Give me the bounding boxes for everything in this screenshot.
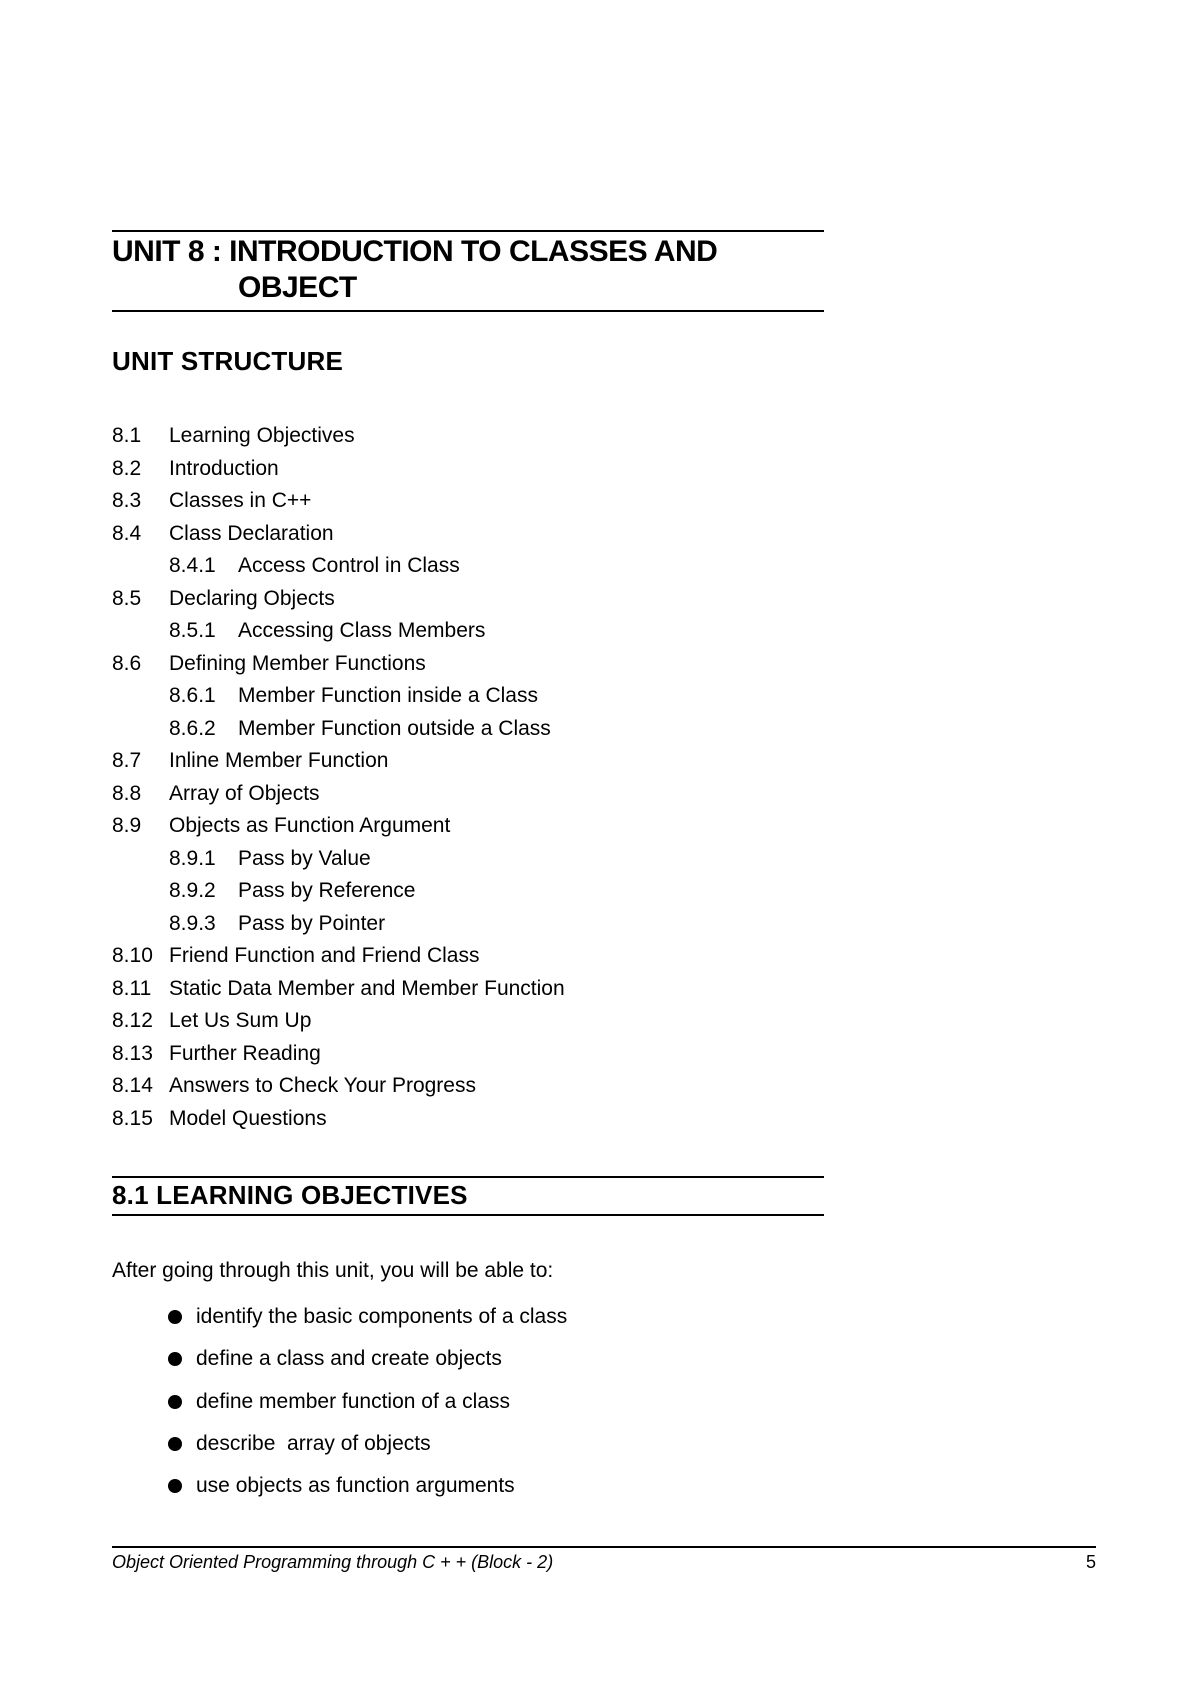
- unit-title-line1: UNIT 8 : INTRODUCTION TO CLASSES AND: [112, 235, 718, 268]
- toc-item-label: Learning Objectives: [169, 424, 355, 447]
- toc-item-label: Pass by Reference: [238, 879, 416, 902]
- toc-item-number: 8.5: [112, 586, 142, 610]
- objectives-list: [168, 1296, 567, 1507]
- toc-item-label: Array of Objects: [169, 781, 320, 805]
- toc-item: [112, 420, 832, 453]
- toc-item-label: Classes in C++: [169, 489, 312, 512]
- toc-item-number: 8.2: [112, 456, 142, 480]
- bullet-icon: [168, 1310, 182, 1324]
- toc-subitem: [112, 875, 832, 908]
- toc-subitem: [112, 908, 832, 941]
- toc-item-label: Let Us Sum Up: [169, 1009, 312, 1032]
- toc-item-label: Pass by Value: [238, 846, 371, 870]
- toc-item-number: 8.5.1: [169, 619, 216, 642]
- toc-item-label: Declaring Objects: [169, 586, 335, 610]
- page-number: 5: [1085, 1552, 1096, 1572]
- objectives-bottom-rule: [112, 1214, 824, 1216]
- objective-item: [168, 1296, 567, 1338]
- toc-item-label: Friend Function and Friend Class: [169, 944, 480, 967]
- objective-item: [168, 1465, 567, 1507]
- toc-item-number: 8.1: [112, 424, 142, 447]
- toc-subitem: [112, 843, 832, 876]
- toc-subitem: [112, 713, 832, 746]
- objective-item: [168, 1423, 567, 1465]
- toc-item-number: 8.9.2: [169, 879, 216, 902]
- toc-item-number: 8.6.1: [169, 684, 216, 707]
- title-top-rule: [112, 230, 824, 232]
- toc-item-label: Defining Member Functions: [169, 651, 426, 675]
- toc-item-label: Accessing Class Members: [238, 619, 486, 642]
- toc-item-label: Class Declaration: [169, 521, 334, 545]
- toc-item: [112, 518, 832, 551]
- toc-item-label: Pass by Pointer: [238, 911, 386, 935]
- toc-item-label: Member Function inside a Class: [238, 684, 538, 707]
- toc-item: [112, 1070, 832, 1103]
- toc-item-number: 8.3: [112, 489, 142, 512]
- toc-item-number: 8.12: [112, 1009, 153, 1032]
- toc-item: [112, 453, 832, 486]
- toc-item-number: 8.10: [112, 944, 153, 967]
- toc-item-number: 8.6.2: [169, 716, 216, 740]
- toc-item-number: 8.6: [112, 651, 142, 675]
- footer-rule: [112, 1546, 1096, 1548]
- toc-item-number: 8.9.3: [169, 911, 216, 935]
- toc-item-number: 8.8: [112, 781, 142, 805]
- bullet-icon: [168, 1479, 182, 1493]
- learning-objectives-heading: 8.1 LEARNING OBJECTIVES: [112, 1180, 468, 1210]
- toc-item: [112, 1005, 832, 1038]
- objective-text: define member function of a class: [196, 1389, 510, 1413]
- unit-title-line2: OBJECT: [238, 271, 357, 304]
- toc-item: [112, 583, 832, 616]
- objective-text: define a class and create objects: [196, 1347, 502, 1371]
- toc-item-number: 8.9: [112, 814, 142, 837]
- title-bottom-rule: [112, 310, 824, 312]
- objective-text: use objects as function arguments: [196, 1474, 515, 1498]
- unit-title: [112, 234, 824, 306]
- toc-item: [112, 1103, 832, 1136]
- toc-item-label: Static Data Member and Member Function: [169, 976, 565, 1000]
- bullet-icon: [168, 1352, 182, 1366]
- toc-item: [112, 648, 832, 681]
- toc-item-number: 8.9.1: [169, 846, 216, 870]
- toc-item-number: 8.4: [112, 521, 142, 545]
- toc-item-number: 8.13: [112, 1041, 153, 1065]
- objective-text: identify the basic components of a class: [196, 1305, 568, 1328]
- bullet-icon: [168, 1437, 182, 1451]
- objective-item: [168, 1338, 567, 1380]
- toc-item-number: 8.4.1: [169, 554, 216, 577]
- objectives-intro: After going through this unit, you will be able to:: [112, 1259, 554, 1282]
- toc-subitem: [112, 615, 832, 648]
- toc-item: [112, 940, 832, 973]
- toc-item-number: 8.14: [112, 1074, 153, 1097]
- toc-item-label: Objects as Function Argument: [169, 814, 451, 837]
- unit-structure-list: [112, 420, 832, 1135]
- toc-item: [112, 778, 832, 811]
- toc-item: [112, 973, 832, 1006]
- toc-subitem: [112, 550, 832, 583]
- toc-item-number: 8.7: [112, 749, 142, 772]
- toc-subitem: [112, 680, 832, 713]
- toc-item-number: 8.11: [112, 976, 152, 1000]
- toc-item: [112, 485, 832, 518]
- toc-item-label: Introduction: [169, 456, 279, 480]
- toc-item-label: Access Control in Class: [238, 554, 460, 577]
- footer-title: Object Oriented Programming through C + + (Block - 2): [112, 1552, 554, 1572]
- toc-item: [112, 745, 832, 778]
- objective-text: describe array of objects: [196, 1431, 431, 1455]
- toc-item-label: Answers to Check Your Progress: [169, 1074, 476, 1097]
- unit-structure-heading: UNIT STRUCTURE: [112, 346, 344, 376]
- bullet-icon: [168, 1395, 182, 1409]
- toc-item-label: Member Function outside a Class: [238, 716, 551, 740]
- toc-item-label: Further Reading: [169, 1041, 321, 1065]
- toc-item: [112, 1038, 832, 1071]
- objective-item: [168, 1381, 567, 1423]
- toc-item-label: Model Questions: [169, 1106, 327, 1130]
- toc-item-number: 8.15: [112, 1106, 153, 1130]
- objectives-top-rule: [112, 1176, 824, 1178]
- toc-item: [112, 810, 832, 843]
- toc-item-label: Inline Member Function: [169, 749, 389, 772]
